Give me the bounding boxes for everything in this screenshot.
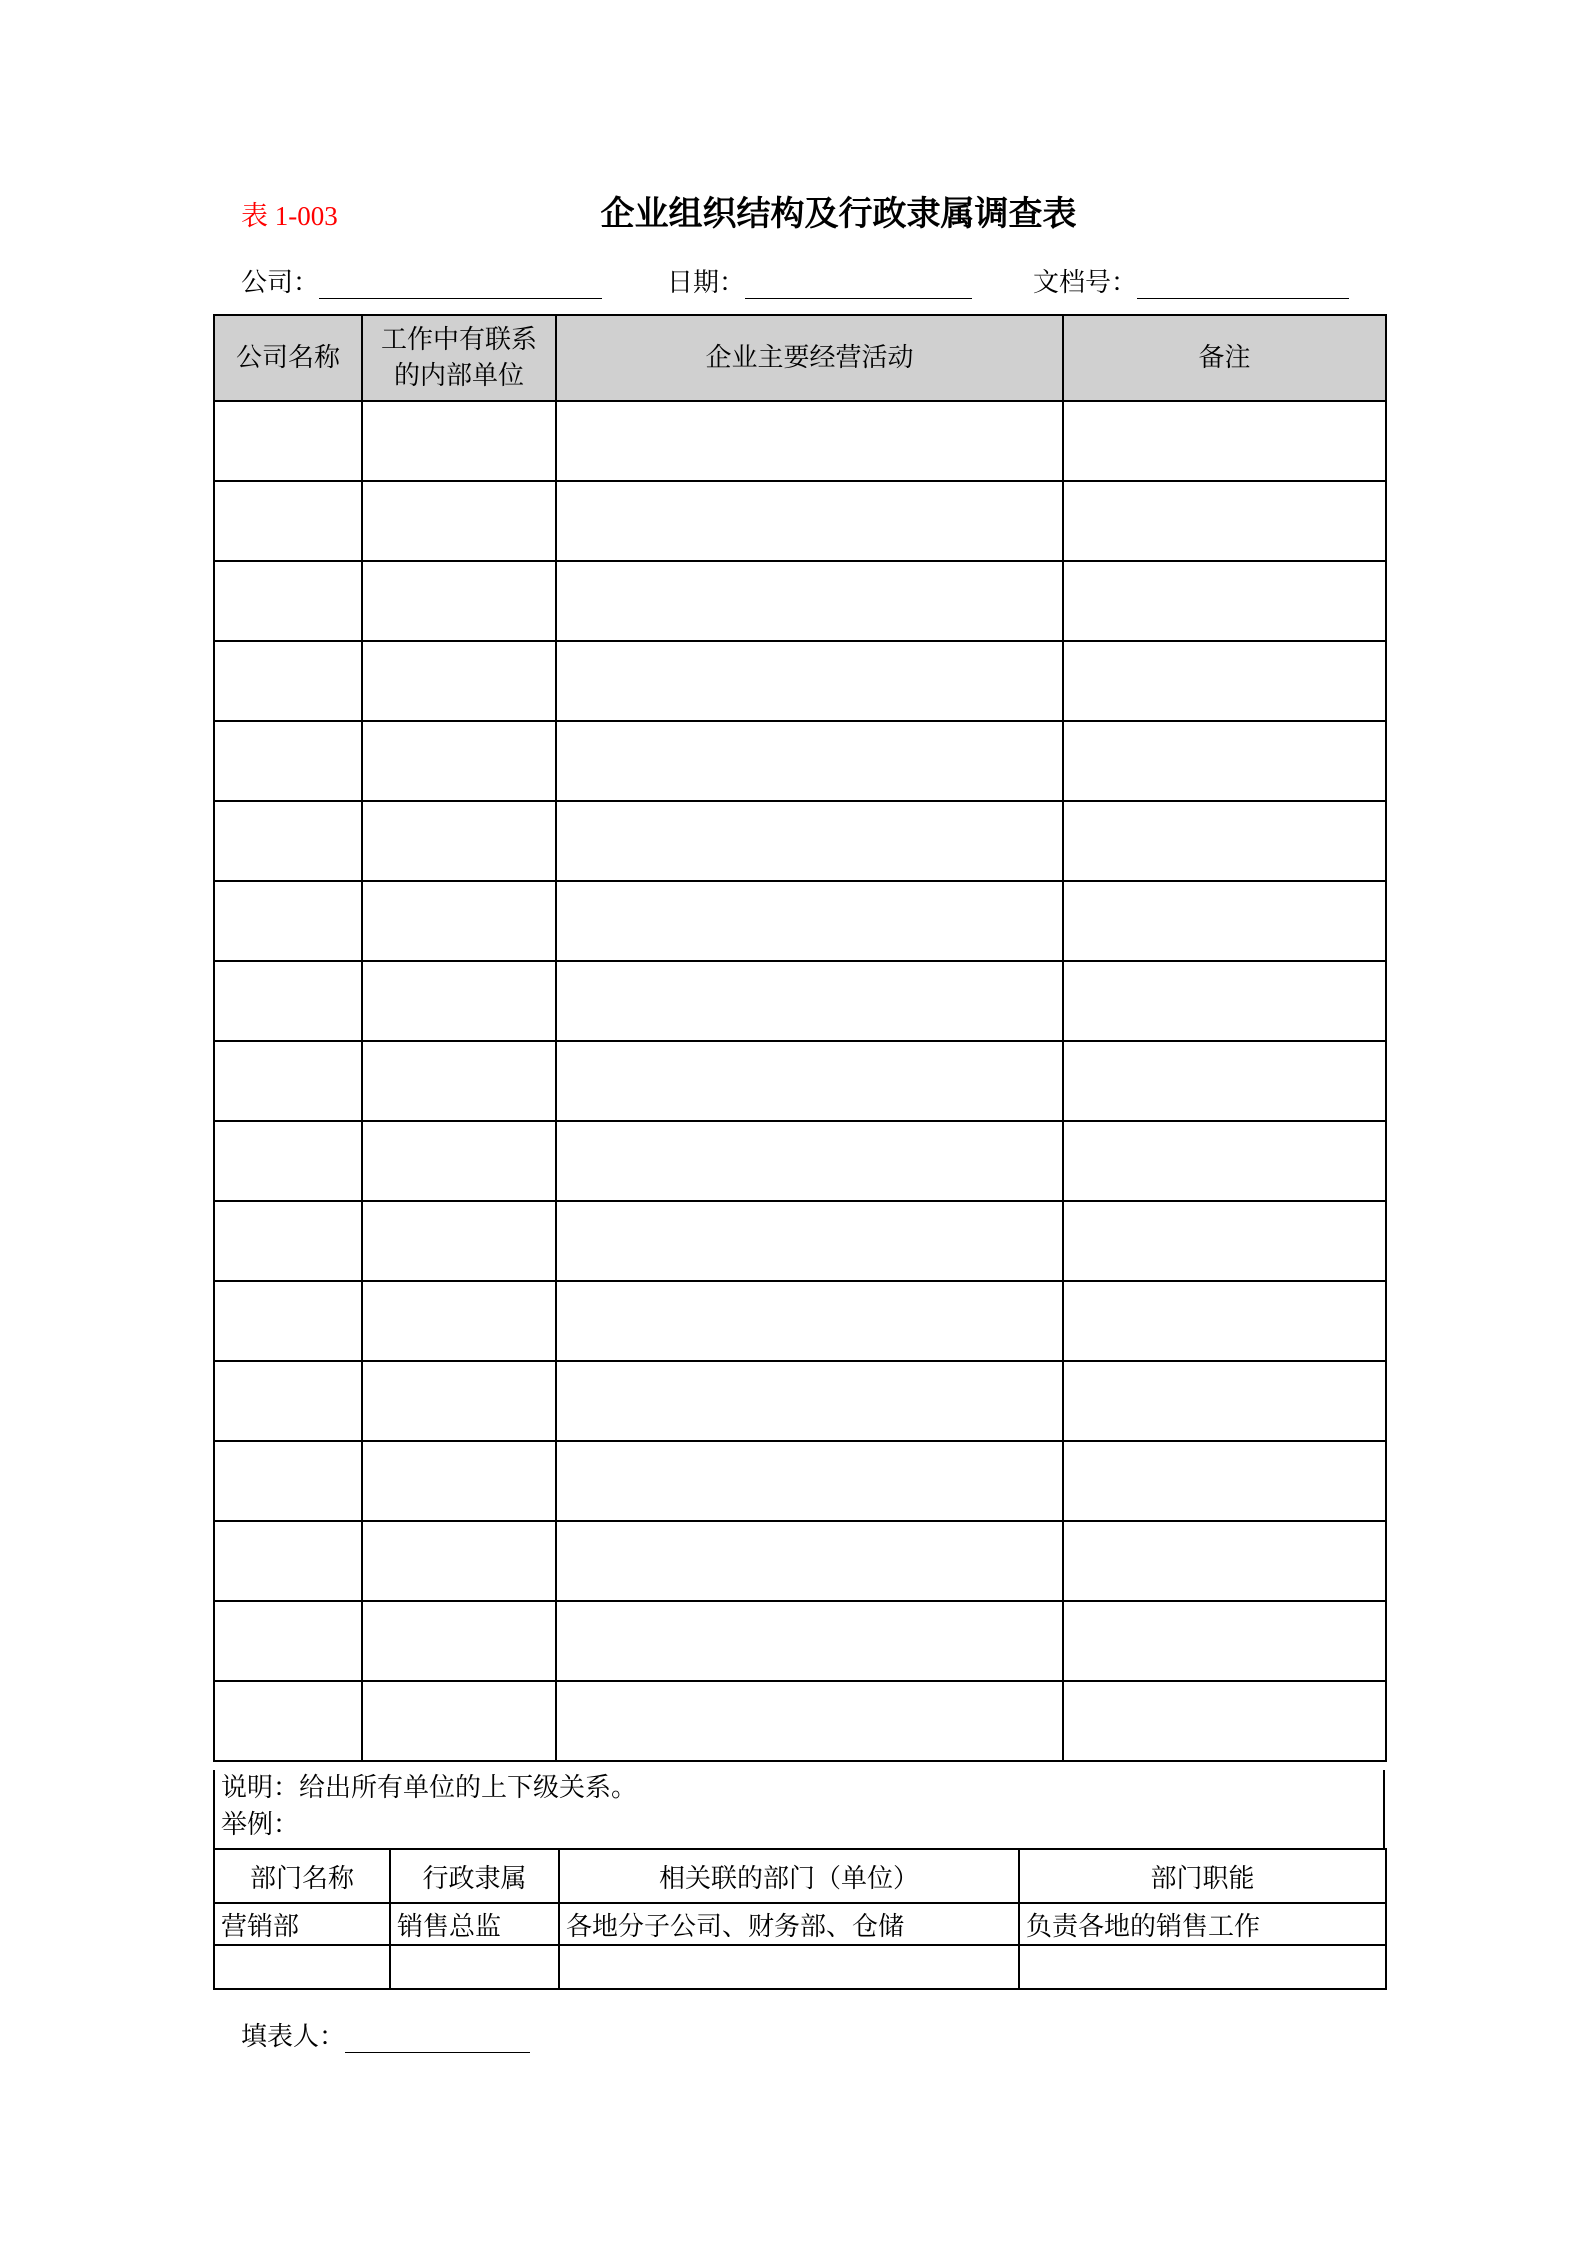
survey-table-cell[interactable]: [556, 1281, 1063, 1361]
survey-table-row: [214, 401, 1386, 481]
survey-table-cell[interactable]: [214, 1041, 362, 1121]
survey-table-row: [214, 481, 1386, 561]
survey-table-cell[interactable]: [556, 881, 1063, 961]
survey-table-cell[interactable]: [556, 1441, 1063, 1521]
survey-table-cell[interactable]: [362, 961, 556, 1041]
survey-table-cell[interactable]: [362, 1521, 556, 1601]
survey-table-cell[interactable]: [1063, 401, 1386, 481]
survey-table-cell[interactable]: [214, 401, 362, 481]
survey-table-cell[interactable]: [1063, 881, 1386, 961]
survey-table-cell[interactable]: [362, 801, 556, 881]
survey-table-cell[interactable]: [556, 1681, 1063, 1761]
survey-table-cell[interactable]: [1063, 1601, 1386, 1681]
form-number: 表 1-003: [241, 201, 338, 231]
survey-table-cell[interactable]: [214, 1601, 362, 1681]
survey-table-cell[interactable]: [1063, 561, 1386, 641]
survey-table-cell[interactable]: [556, 401, 1063, 481]
survey-table-cell[interactable]: [214, 641, 362, 721]
date-label: 日期：: [667, 268, 746, 298]
doc-number-field[interactable]: [1033, 262, 1349, 299]
survey-table-cell[interactable]: [556, 1201, 1063, 1281]
survey-table-cell[interactable]: [214, 1281, 362, 1361]
survey-table-cell[interactable]: [556, 721, 1063, 801]
company-label: 公司：: [241, 268, 320, 298]
survey-table-row: [214, 1201, 1386, 1281]
survey-table-cell[interactable]: [214, 801, 362, 881]
example-table: [213, 1848, 1387, 1990]
survey-table-cell[interactable]: [1063, 641, 1386, 721]
survey-table-row: [214, 1521, 1386, 1601]
survey-table-cell[interactable]: [214, 1521, 362, 1601]
survey-table-cell[interactable]: [362, 721, 556, 801]
survey-table-cell[interactable]: [362, 401, 556, 481]
survey-table-cell[interactable]: [1063, 1681, 1386, 1761]
survey-table-cell[interactable]: [556, 961, 1063, 1041]
notes-section: [213, 1770, 1385, 1850]
example-blank-cell[interactable]: [559, 1945, 1019, 1989]
survey-table-cell[interactable]: [556, 801, 1063, 881]
survey-table-cell[interactable]: [1063, 721, 1386, 801]
survey-table-cell[interactable]: [1063, 1201, 1386, 1281]
survey-table-cell[interactable]: [556, 1121, 1063, 1201]
survey-table-cell[interactable]: [362, 881, 556, 961]
survey-table-cell[interactable]: [556, 1361, 1063, 1441]
survey-table-cell[interactable]: [1063, 481, 1386, 561]
example-blank-cell[interactable]: [390, 1945, 559, 1989]
survey-table-cell[interactable]: [556, 1601, 1063, 1681]
survey-table-cell[interactable]: [362, 1281, 556, 1361]
col-company-name: 公司名称: [214, 315, 362, 401]
col-remarks: 备注: [1063, 315, 1386, 401]
survey-table-cell[interactable]: [556, 1521, 1063, 1601]
company-input-line[interactable]: [319, 268, 602, 299]
survey-table-cell[interactable]: [1063, 801, 1386, 881]
survey-table-cell[interactable]: [362, 561, 556, 641]
example-blank-row[interactable]: [214, 1945, 1386, 1989]
example-header-row: [214, 1849, 1386, 1903]
survey-table-cell[interactable]: [556, 1041, 1063, 1121]
date-field[interactable]: [667, 262, 972, 299]
survey-table-cell[interactable]: [556, 561, 1063, 641]
col-internal-units: [362, 315, 556, 401]
doc-number-label: 文档号：: [1033, 268, 1138, 298]
survey-table-cell[interactable]: [556, 481, 1063, 561]
col-internal-units-line1: 工作中有联系: [380, 325, 537, 355]
doc-number-input-line[interactable]: [1137, 268, 1349, 299]
survey-table-cell[interactable]: [1063, 1121, 1386, 1201]
page-title: 企业组织结构及行政隶属调查表: [600, 194, 1077, 234]
survey-table-cell[interactable]: [362, 1201, 556, 1281]
survey-table-row: [214, 1041, 1386, 1121]
example-cell: 各地分子公司、财务部、仓储: [559, 1903, 1019, 1945]
example-col-related-depts: 相关联的部门（单位）: [559, 1849, 1019, 1903]
survey-table-body: [214, 401, 1386, 1761]
survey-table-cell[interactable]: [1063, 1041, 1386, 1121]
survey-table-cell[interactable]: [362, 1041, 556, 1121]
date-input-line[interactable]: [745, 268, 972, 299]
survey-table-row: [214, 961, 1386, 1041]
notes-example-label: 举例：: [221, 1810, 300, 1840]
survey-table-cell[interactable]: [362, 1121, 556, 1201]
survey-table-cell[interactable]: [556, 641, 1063, 721]
notes-description: 说明：给出所有单位的上下级关系。: [221, 1773, 638, 1803]
survey-table-cell[interactable]: [214, 1361, 362, 1441]
survey-table-row: [214, 641, 1386, 721]
survey-table-header-row: [214, 315, 1386, 401]
survey-table-cell[interactable]: [1063, 1441, 1386, 1521]
survey-table-cell[interactable]: [214, 1121, 362, 1201]
example-cell: 负责各地的销售工作: [1019, 1903, 1386, 1945]
survey-table-row: [214, 721, 1386, 801]
survey-table-cell[interactable]: [1063, 1361, 1386, 1441]
survey-table-cell[interactable]: [214, 961, 362, 1041]
survey-table-cell[interactable]: [362, 1681, 556, 1761]
example-blank-cell[interactable]: [214, 1945, 390, 1989]
filler-label: 填表人：: [241, 2022, 346, 2052]
col-internal-units-line2: 的内部单位: [393, 361, 524, 391]
survey-table-cell[interactable]: [214, 721, 362, 801]
survey-table-cell[interactable]: [214, 481, 362, 561]
survey-table-cell[interactable]: [362, 1441, 556, 1521]
survey-table-row: [214, 1121, 1386, 1201]
survey-table-cell[interactable]: [1063, 1281, 1386, 1361]
survey-table-cell[interactable]: [1063, 961, 1386, 1041]
survey-table-row: [214, 801, 1386, 881]
filler-field[interactable]: [241, 2016, 530, 2053]
survey-table-row: [214, 1441, 1386, 1521]
example-col-admin-affiliation: 行政隶属: [390, 1849, 559, 1903]
survey-table-row: [214, 881, 1386, 961]
survey-table-cell[interactable]: [362, 481, 556, 561]
survey-table-cell[interactable]: [214, 1681, 362, 1761]
survey-table-cell[interactable]: [214, 561, 362, 641]
survey-table-cell[interactable]: [362, 1601, 556, 1681]
survey-table-row: [214, 1281, 1386, 1361]
survey-table-row: [214, 1681, 1386, 1761]
survey-table-cell[interactable]: [362, 1361, 556, 1441]
survey-table-cell[interactable]: [214, 881, 362, 961]
survey-table-row: [214, 1361, 1386, 1441]
col-main-activities: 企业主要经营活动: [556, 315, 1063, 401]
example-col-dept-name: 部门名称: [214, 1849, 390, 1903]
example-col-dept-function: 部门职能: [1019, 1849, 1386, 1903]
company-field[interactable]: [241, 262, 602, 299]
survey-table-cell[interactable]: [214, 1201, 362, 1281]
example-cell: 销售总监: [390, 1903, 559, 1945]
filler-input-line[interactable]: [345, 2022, 530, 2053]
example-blank-cell[interactable]: [1019, 1945, 1386, 1989]
survey-table-cell[interactable]: [362, 641, 556, 721]
example-cell: 营销部: [214, 1903, 390, 1945]
survey-table-cell[interactable]: [214, 1441, 362, 1521]
survey-table-row: [214, 1601, 1386, 1681]
survey-table: [213, 314, 1387, 1762]
example-row: [214, 1903, 1386, 1945]
survey-table-cell[interactable]: [1063, 1521, 1386, 1601]
survey-table-row: [214, 561, 1386, 641]
